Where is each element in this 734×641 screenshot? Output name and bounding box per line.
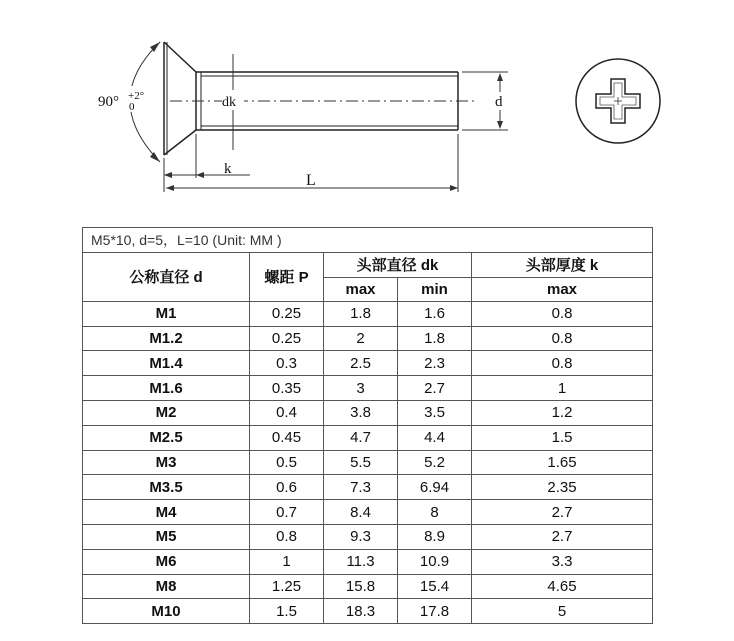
dk-min-cell: 10.9 (398, 549, 472, 574)
pitch-cell: 1.5 (250, 599, 324, 624)
dk-min-cell: 2.7 (398, 376, 472, 401)
pitch-cell: 0.6 (250, 475, 324, 500)
dk-min-cell: 8.9 (398, 524, 472, 549)
k-max-cell: 1 (472, 376, 653, 401)
subheader-dk-min: min (398, 277, 472, 301)
screw-spec-table (82, 227, 653, 624)
dk-max-cell: 5.5 (324, 450, 398, 475)
table-row (83, 475, 653, 500)
k-max-cell: 0.8 (472, 351, 653, 376)
size-cell: M1 (83, 301, 250, 326)
dk-min-cell: 15.4 (398, 574, 472, 599)
k-max-cell: 2.7 (472, 500, 653, 525)
dk-max-cell: 2 (324, 326, 398, 351)
dk-min-cell: 3.5 (398, 400, 472, 425)
angle-main-label: 90° (98, 94, 119, 110)
pitch-cell: 0.3 (250, 351, 324, 376)
subheader-dk-max: max (324, 277, 398, 301)
size-cell: M1.6 (83, 376, 250, 401)
table-caption: M5*10, d=5，L=10 (Unit: MM ) (83, 228, 653, 253)
angle-arrow-bottom (150, 152, 160, 162)
k-max-cell: 1.5 (472, 425, 653, 450)
angle-upper-tol: +2° (128, 90, 145, 102)
size-cell: M3.5 (83, 475, 250, 500)
table-body (83, 301, 653, 623)
size-cell: M10 (83, 599, 250, 624)
screw-technical-drawing (0, 0, 734, 210)
pitch-cell: 0.5 (250, 450, 324, 475)
dk-max-cell: 4.7 (324, 425, 398, 450)
table-row (83, 400, 653, 425)
pitch-cell: 0.25 (250, 301, 324, 326)
dk-min-cell: 6.94 (398, 475, 472, 500)
table-row (83, 574, 653, 599)
table-row (83, 549, 653, 574)
k-max-cell: 1.65 (472, 450, 653, 475)
pitch-cell: 0.45 (250, 425, 324, 450)
dk-label: dk (222, 95, 236, 110)
dk-max-cell: 9.3 (324, 524, 398, 549)
table-row (83, 599, 653, 624)
header-head-thickness: 头部厚度 k (472, 253, 653, 278)
dk-min-cell: 17.8 (398, 599, 472, 624)
pitch-cell: 1.25 (250, 574, 324, 599)
dk-max-cell: 15.8 (324, 574, 398, 599)
size-cell: M4 (83, 500, 250, 525)
size-cell: M3 (83, 450, 250, 475)
dk-max-cell: 3.8 (324, 400, 398, 425)
pitch-cell: 0.25 (250, 326, 324, 351)
k-max-cell: 1.2 (472, 400, 653, 425)
table-row (83, 500, 653, 525)
size-cell: M5 (83, 524, 250, 549)
dk-max-cell: 1.8 (324, 301, 398, 326)
pitch-cell: 0.4 (250, 400, 324, 425)
table-row (83, 301, 653, 326)
subheader-k-max: max (472, 277, 653, 301)
size-cell: M8 (83, 574, 250, 599)
table-row (83, 326, 653, 351)
table-row (83, 376, 653, 401)
L-label: L (306, 172, 316, 189)
size-cell: M6 (83, 549, 250, 574)
dk-min-cell: 1.6 (398, 301, 472, 326)
table-row (83, 425, 653, 450)
dk-max-cell: 2.5 (324, 351, 398, 376)
angle-lower-tol: 0 (129, 101, 135, 113)
header-nominal-diameter: 公称直径 d (83, 253, 250, 302)
k-max-cell: 4.65 (472, 574, 653, 599)
dk-max-cell: 11.3 (324, 549, 398, 574)
dk-min-cell: 4.4 (398, 425, 472, 450)
pitch-cell: 0.7 (250, 500, 324, 525)
size-cell: M1.4 (83, 351, 250, 376)
pitch-cell: 0.35 (250, 376, 324, 401)
k-max-cell: 5 (472, 599, 653, 624)
header-pitch: 螺距 P (250, 253, 324, 302)
k-max-cell: 0.8 (472, 326, 653, 351)
dk-min-cell: 5.2 (398, 450, 472, 475)
dk-min-cell: 2.3 (398, 351, 472, 376)
dk-max-cell: 3 (324, 376, 398, 401)
table-row (83, 524, 653, 549)
k-label: k (224, 161, 232, 177)
size-cell: M1.2 (83, 326, 250, 351)
header-head-diameter: 头部直径 dk (324, 253, 472, 278)
screw-head (164, 42, 196, 155)
k-max-cell: 2.35 (472, 475, 653, 500)
k-max-cell: 3.3 (472, 549, 653, 574)
table-row (83, 450, 653, 475)
phillips-head-end-view (576, 59, 660, 143)
d-label: d (495, 94, 503, 110)
table-row (83, 351, 653, 376)
pitch-cell: 1 (250, 549, 324, 574)
size-cell: M2.5 (83, 425, 250, 450)
dk-max-cell: 18.3 (324, 599, 398, 624)
pitch-cell: 0.8 (250, 524, 324, 549)
dk-max-cell: 7.3 (324, 475, 398, 500)
k-max-cell: 2.7 (472, 524, 653, 549)
dk-min-cell: 8 (398, 500, 472, 525)
size-cell: M2 (83, 400, 250, 425)
k-max-cell: 0.8 (472, 301, 653, 326)
dk-min-cell: 1.8 (398, 326, 472, 351)
dk-max-cell: 8.4 (324, 500, 398, 525)
